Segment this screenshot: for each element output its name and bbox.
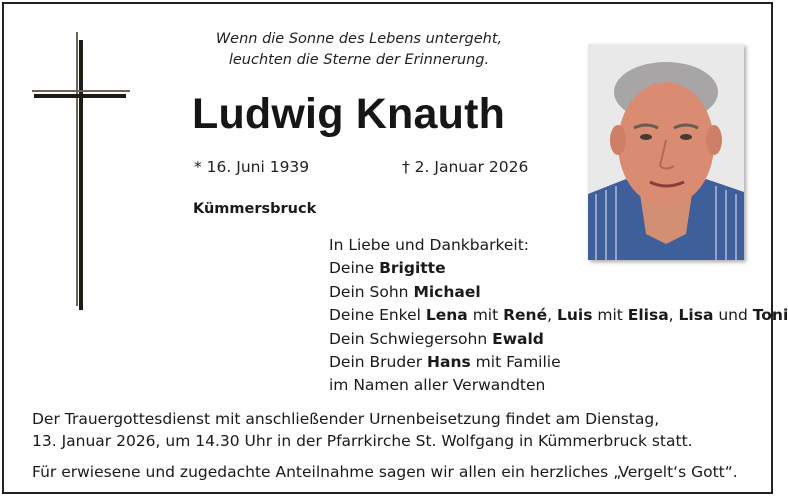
portrait-photo [588,44,744,260]
death-date: † 2. Januar 2026 [402,158,529,176]
name-brigitte: Brigitte [379,259,446,278]
deceased-name: Ludwig Knauth [192,90,506,138]
name-hans: Hans [427,353,471,372]
quote-line-1: Wenn die Sonne des Lebens untergeht, [215,31,503,47]
family-line-son-in-law: Dein Schwiegersohn Ewald [329,329,544,348]
family-line-grandchildren: Deine Enkel Lena mit René, Luis mit Elisa, Lisa und Toni [329,306,788,325]
family-closing: im Namen aller Verwandten [329,376,546,395]
service-info-line-2: 13. Januar 2026, um 14.30 Uhr in der Pfarrkirche St. Wolfgang in Kümmerbruck statt. [32,432,693,450]
birth-date: * 16. Juni 1939 [194,158,310,176]
family-intro: In Liebe und Dankbarkeit: [329,236,530,254]
place-of-residence: Kümmersbruck [193,201,317,217]
name-ewald: Ewald [492,329,544,348]
quote-line-2: leuchten die Sterne der Erinnerung. [228,52,490,68]
thanks-line: Für erwiesene und zugedachte Anteilnahme sagen wir allen ein herzliches „Vergelt‘s Gott“. [32,463,738,481]
family-line-wife: Deine Brigitte [329,259,446,278]
cross-icon [32,32,132,312]
family-line-son: Dein Sohn Michael [329,282,481,301]
family-line-brother: Dein Bruder Hans mit Familie [329,353,561,372]
obituary-notice [2,2,788,494]
service-info-line-1: Der Trauergottesdienst mit anschließender Urnenbeisetzung findet am Dienstag, [32,410,660,428]
name-michael: Michael [413,282,481,301]
